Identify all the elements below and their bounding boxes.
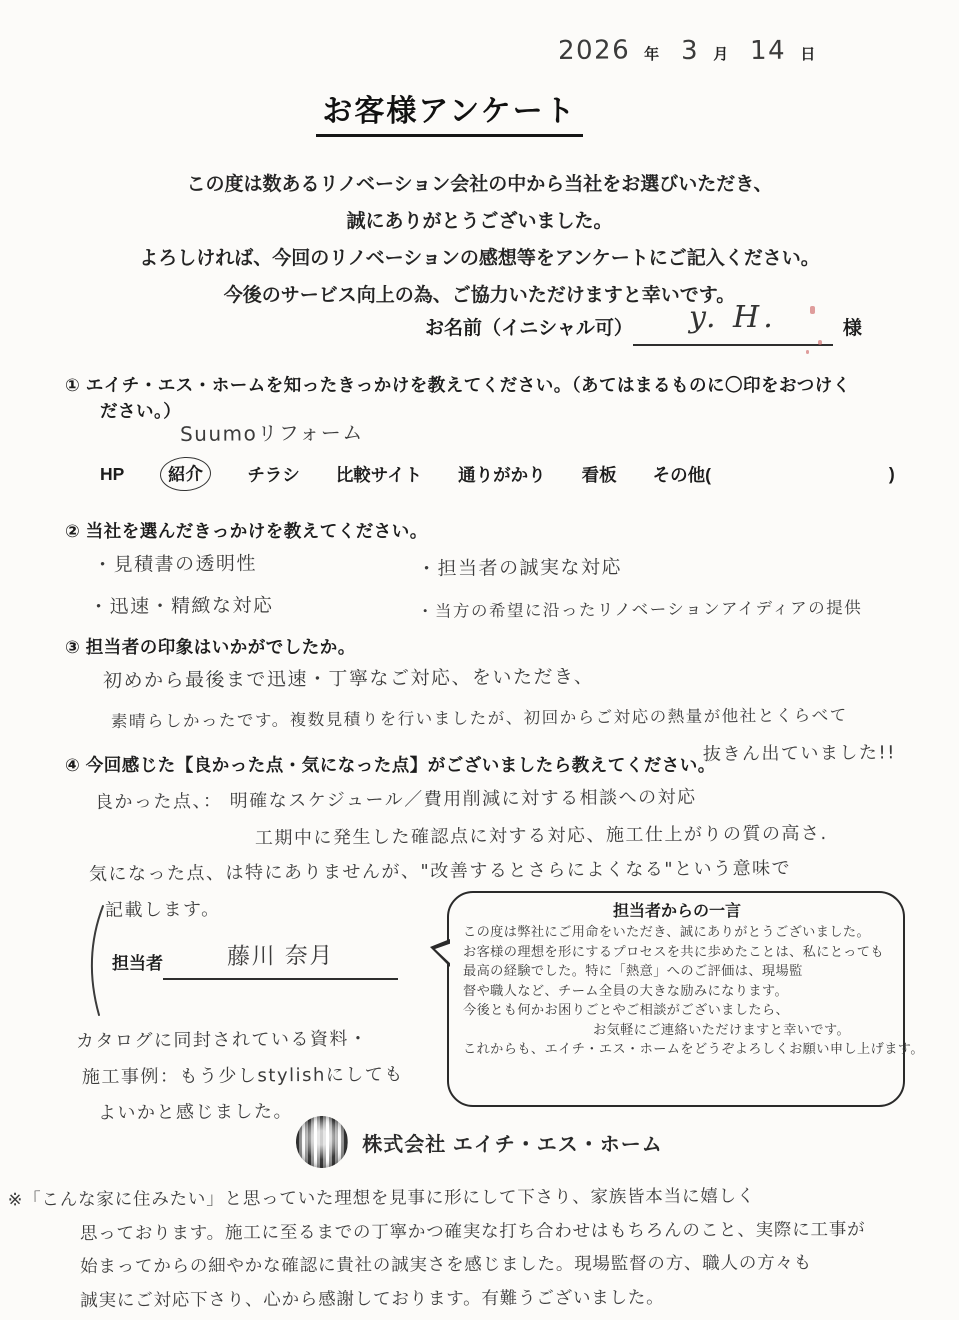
intro-paragraph (0, 166, 959, 314)
question-1-heading: ① エイチ・エス・ホームを知ったきっかけを教えてください。（あてはまるものに〇印をおつけく (65, 375, 851, 395)
question-1 (65, 372, 905, 488)
option-hp: HP (100, 463, 125, 484)
bubble-title: 担当者からの一言 (612, 903, 741, 920)
hand-drawn-parenthesis (80, 903, 106, 1018)
question-4-heading: ④ 今回感じた【良かった点・気になった点】がございましたら教えてください。 (65, 755, 716, 775)
intro-line: この度は数あるリノベーション会社の中から当社をお選びいただき、 (186, 174, 773, 195)
option-kanban: 看板 (581, 464, 617, 485)
side-note-line: 施工事例：もう少しstylishにしても (81, 1064, 404, 1088)
question-2 (65, 518, 905, 630)
page-title: お客様アンケート (316, 86, 582, 137)
bottom-note-line: ※「こんな家に住みたい」と思っていた理想を見事に形にして下さり、家族皆本当に嬉しく (7, 1186, 756, 1211)
q3-answer-line-1: 初めから最後まで迅速・丁寧なご対応、をいただき、 (102, 665, 595, 692)
date-year-label: 年 (644, 46, 660, 63)
q4-answer-line-4: 記載します。 (104, 898, 221, 921)
question-3-number: ③ (65, 637, 81, 657)
option-hikaku-site: 比較サイト (335, 464, 423, 485)
date-row (558, 36, 815, 66)
q2-answer-left-2: ・迅速・精緻な対応 (88, 594, 274, 618)
bottom-note-line: 始まってからの細やかな確認に貴社の誠実さを感じました。現場監督の方、職人の方々も (80, 1253, 813, 1278)
option-toorigakari: 通りがかり (458, 464, 546, 485)
bubble-line: 督や職人など、チーム全員の大きな励みになります。 (463, 983, 789, 999)
bubble-line: お気軽にご連絡いただけますと幸いです。 (593, 1022, 851, 1038)
q3-answer-line-3: 抜きん出ていました!! (702, 742, 897, 765)
company-footer (0, 1116, 959, 1168)
intro-line: 今後のサービス向上の為、ご協力いただけますと幸いです。 (223, 285, 736, 306)
date-month-handwritten: 3 (681, 35, 700, 66)
q4-answer-line-2: 工期中に発生した確認点に対する対応、施工仕上がりの質の高さ. (254, 823, 828, 849)
intro-line: よろしければ、今回のリノベーションの感想等をアンケートにご記入ください。 (139, 248, 820, 269)
question-2-number: ② (65, 521, 81, 541)
name-field-row (425, 300, 862, 346)
q2-answer-left-1: ・見積書の透明性 (92, 552, 258, 576)
staff-field-label: 担当者 (112, 954, 163, 973)
date-day-label: 日 (800, 46, 816, 63)
question-2-heading: ② 当社を選んだきっかけを教えてください。 (65, 521, 428, 541)
name-signature-handwritten: y. H. (689, 300, 777, 335)
date-day-handwritten: 14 (750, 35, 787, 66)
q2-answer-right-2: ・当方の希望に沿ったリノベーションアイディアの提供 (416, 598, 863, 621)
question-3-heading: ③ 担当者の印象はいかがでしたか。 (65, 637, 356, 657)
staff-name-handwritten: 藤川 奈月 (227, 943, 335, 970)
bottom-note-line: 誠実にご対応下さり、心から感謝しております。有難うございました。 (80, 1287, 665, 1311)
option-chirashi: チラシ (247, 464, 300, 485)
staff-field-underline (163, 938, 398, 980)
scan-artifact-red (806, 350, 809, 354)
bubble-line: この度は弊社にご用命をいただき、誠にありがとうございました。 (463, 925, 871, 940)
intro-line: 誠にありがとうございました。 (346, 211, 613, 232)
company-name: 株式会社 エイチ・エス・ホーム (362, 1133, 663, 1156)
staff-field-row (112, 938, 398, 980)
date-year-handwritten: 2026 (557, 35, 631, 66)
q4-answer-line-1: 良かった点、： 明確なスケジュール／費用削減に対する相談への対応 (94, 786, 697, 813)
q1-handwritten-answer: Suumoリフォーム (179, 420, 364, 446)
customer-bottom-note (8, 1180, 957, 1319)
staff-comment-bubble (447, 891, 924, 1107)
option-other-open: その他( (652, 464, 711, 485)
bubble-line: これからも、エイチ・エス・ホームをどうぞよろしくお願い申し上げます。 (463, 1042, 924, 1057)
q4-answer-line-3: 気になった点、は特にありませんが、"改善するとさらによくなる"という意味で (88, 857, 792, 885)
bottom-note-line: 思っております。施工に至るまでの丁寧かつ確実な打ち合わせはもちろんのこと、実際に工事が (79, 1219, 866, 1244)
bubble-line: 今後とも何かお困りごとやご相談がございましたら、 (463, 1003, 790, 1018)
scan-artifact-red (818, 340, 822, 345)
scan-artifact-red (810, 306, 815, 314)
side-note-line: よいかと感じました。 (97, 1101, 294, 1124)
globe-logo-icon (296, 1116, 348, 1168)
option-other-close: ) (888, 463, 895, 484)
q2-answer-right-1: ・担当者の誠実な対応 (416, 556, 623, 580)
name-honorific: 様 (842, 318, 862, 339)
q3-answer-line-2: 素晴らしかったです。複数見積りを行いましたが、初回からご対応の熱量が他社とくらべて (110, 705, 848, 731)
name-field-underline (633, 300, 833, 346)
bubble-line: お客様の理想を形にするプロセスを共に歩めたことは、私にとっても (463, 944, 884, 960)
date-month-label: 月 (713, 46, 729, 63)
q1-options-row (65, 460, 905, 488)
bubble-line: 最高の経験でした。特に「熱意」へのご評価は、現場監 (463, 964, 803, 979)
question-1-heading-line2: ださい。） (100, 401, 182, 421)
name-field-label: お名前（イニシャル可） (425, 318, 633, 339)
question-1-number: ① (65, 375, 81, 395)
option-shoukai-circled: 紹介 (159, 456, 212, 493)
question-4-number: ④ (65, 755, 81, 775)
side-note-line: カタログに同封されている資料・ (75, 1028, 369, 1052)
